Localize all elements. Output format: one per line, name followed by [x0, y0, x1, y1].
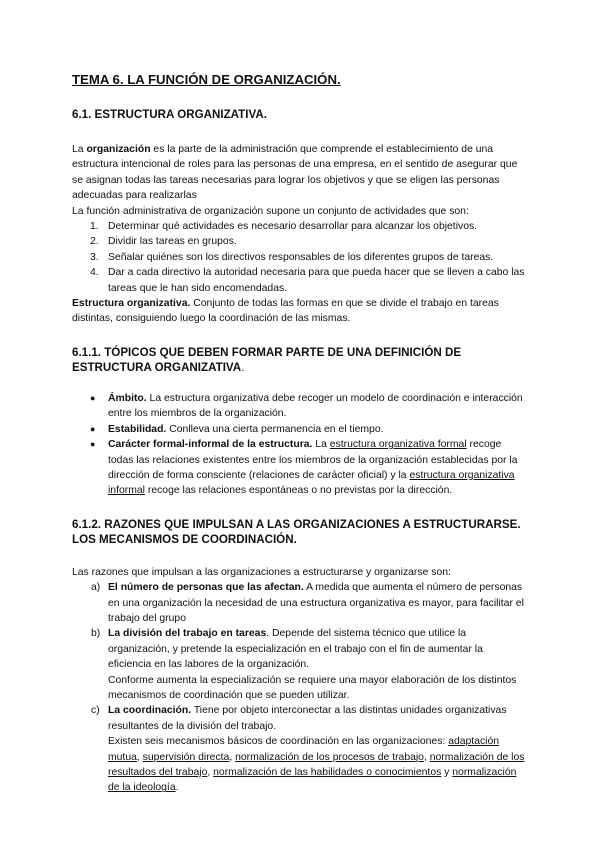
activities-list [72, 219, 528, 296]
organization-term: organización [86, 144, 151, 155]
section-6-1-2-heading: 6.1.2. RAZONES QUE IMPULSAN A LAS ORGANIZACIONES A ESTRUCTURARSE. LOS MECANISMOS DE COORDINACIÓN. [72, 517, 521, 546]
reasons-list [72, 580, 528, 796]
list-item: a) El número de personas que las afectan. A medida que aumenta el número de personas en una organización la necesidad de una estructura organizativa es mayor, para facilitar el trabajo del grupo [91, 582, 524, 624]
mechanism-term: normalización de las habilidades o conocimientos [213, 767, 442, 778]
document-page [72, 64, 528, 796]
mechanism-term: normalización de los resultados del trabajo [108, 751, 525, 778]
bullet-icon: ● [90, 423, 96, 434]
mechanism-term: supervisión directa [142, 751, 230, 763]
list-item: 3. Señalar quiénes son los directivos responsables de los diferentes grupos de tareas. [90, 251, 494, 263]
bullet-icon: ● [90, 439, 96, 450]
list-item: 4. Dar a cada directivo la autoridad necesaria para que pueda hacer que se lleven a cabo las tareas que le han sido encomendadas. [90, 267, 525, 294]
bullet-icon: ● [90, 392, 96, 403]
list-item: ● Carácter formal-informal de la estructura. La estructura organizativa formal recoge todas las relaciones existentes entre los miembros de la organización establecidas por la dirección de forma consciente (relaciones de carácter oficial) y la estructura organizativa informal recoge las relaciones espontáneas o no previstas por la dirección. [90, 439, 518, 497]
list-item: 2. Dividir las tareas en grupos. [90, 236, 237, 248]
reasons-intro: Las razones que impulsan a las organizaciones a estructurarse y organizarse son: [72, 566, 451, 578]
page-title: TEMA 6. LA FUNCIÓN DE ORGANIZACIÓN. [72, 72, 341, 87]
mechanism-term: normalización de la ideología [108, 767, 517, 794]
mechanism-term: adaptación mutua [108, 736, 500, 763]
activities-intro: La función administrativa de organización supone un conjunto de actividades que son: [72, 205, 469, 217]
mechanism-term: normalización de los procesos de trabajo [235, 751, 424, 763]
list-item: 1. Determinar qué actividades es necesario desarrollar para alcanzar los objetivos. [90, 221, 478, 233]
topics-list [90, 391, 528, 499]
list-item: b) La división del trabajo en tareas. Depende del sistema técnico que utilice la organización, y pretende la especialización en el trabajo con el fin de aumentar la eficiencia en las labores de la organización. Conforme aumenta la especialización se requiere una mayor elaboración de los distintos mecanismos de coordinación que se pueden utilizar. [91, 628, 517, 701]
list-item: ● Ámbito. La estructura organizativa debe recoger un modelo de coordinación e interacción entre los miembros de la organización. [90, 392, 523, 420]
section-6-1-1-heading: 6.1.1. TÓPICOS QUE DEBEN FORMAR PARTE DE UNA DEFINICIÓN DE ESTRUCTURA ORGANIZATIVA. [72, 345, 462, 374]
list-item: c) La coordinación. Tiene por objeto interconectar a las distintas unidades organizativas resultantes de la división del trabajo. Existen seis mecanismos básicos de coordinación en las organizaciones: adaptación mutua, supervisión directa, normalización de los procesos de trabajo, normalización de los resultados del trabajo, normalización de las habilidades o conocimientos y normalización de la ideología. [91, 705, 525, 794]
organization-definition: La organización es la parte de la administración que comprende el establecimiento de una estructura intencional de roles para las personas de una empresa, en el sentido de asegurar que se asignan todas las tareas necesarias para lograr los objetivos y que se eligen las personas adecuadas para realizarlas [72, 144, 518, 202]
section-6-1-heading: 6.1. ESTRUCTURA ORGANIZATIVA. [72, 108, 267, 121]
list-item: ● Estabilidad. Conlleva una cierta permanencia en el tiempo. [90, 422, 528, 437]
structure-definition: Estructura organizativa. Conjunto de todas las formas en que se divide el trabajo en tareas distintas, consiguiendo luego la coordinación de las mismas. [72, 298, 499, 325]
